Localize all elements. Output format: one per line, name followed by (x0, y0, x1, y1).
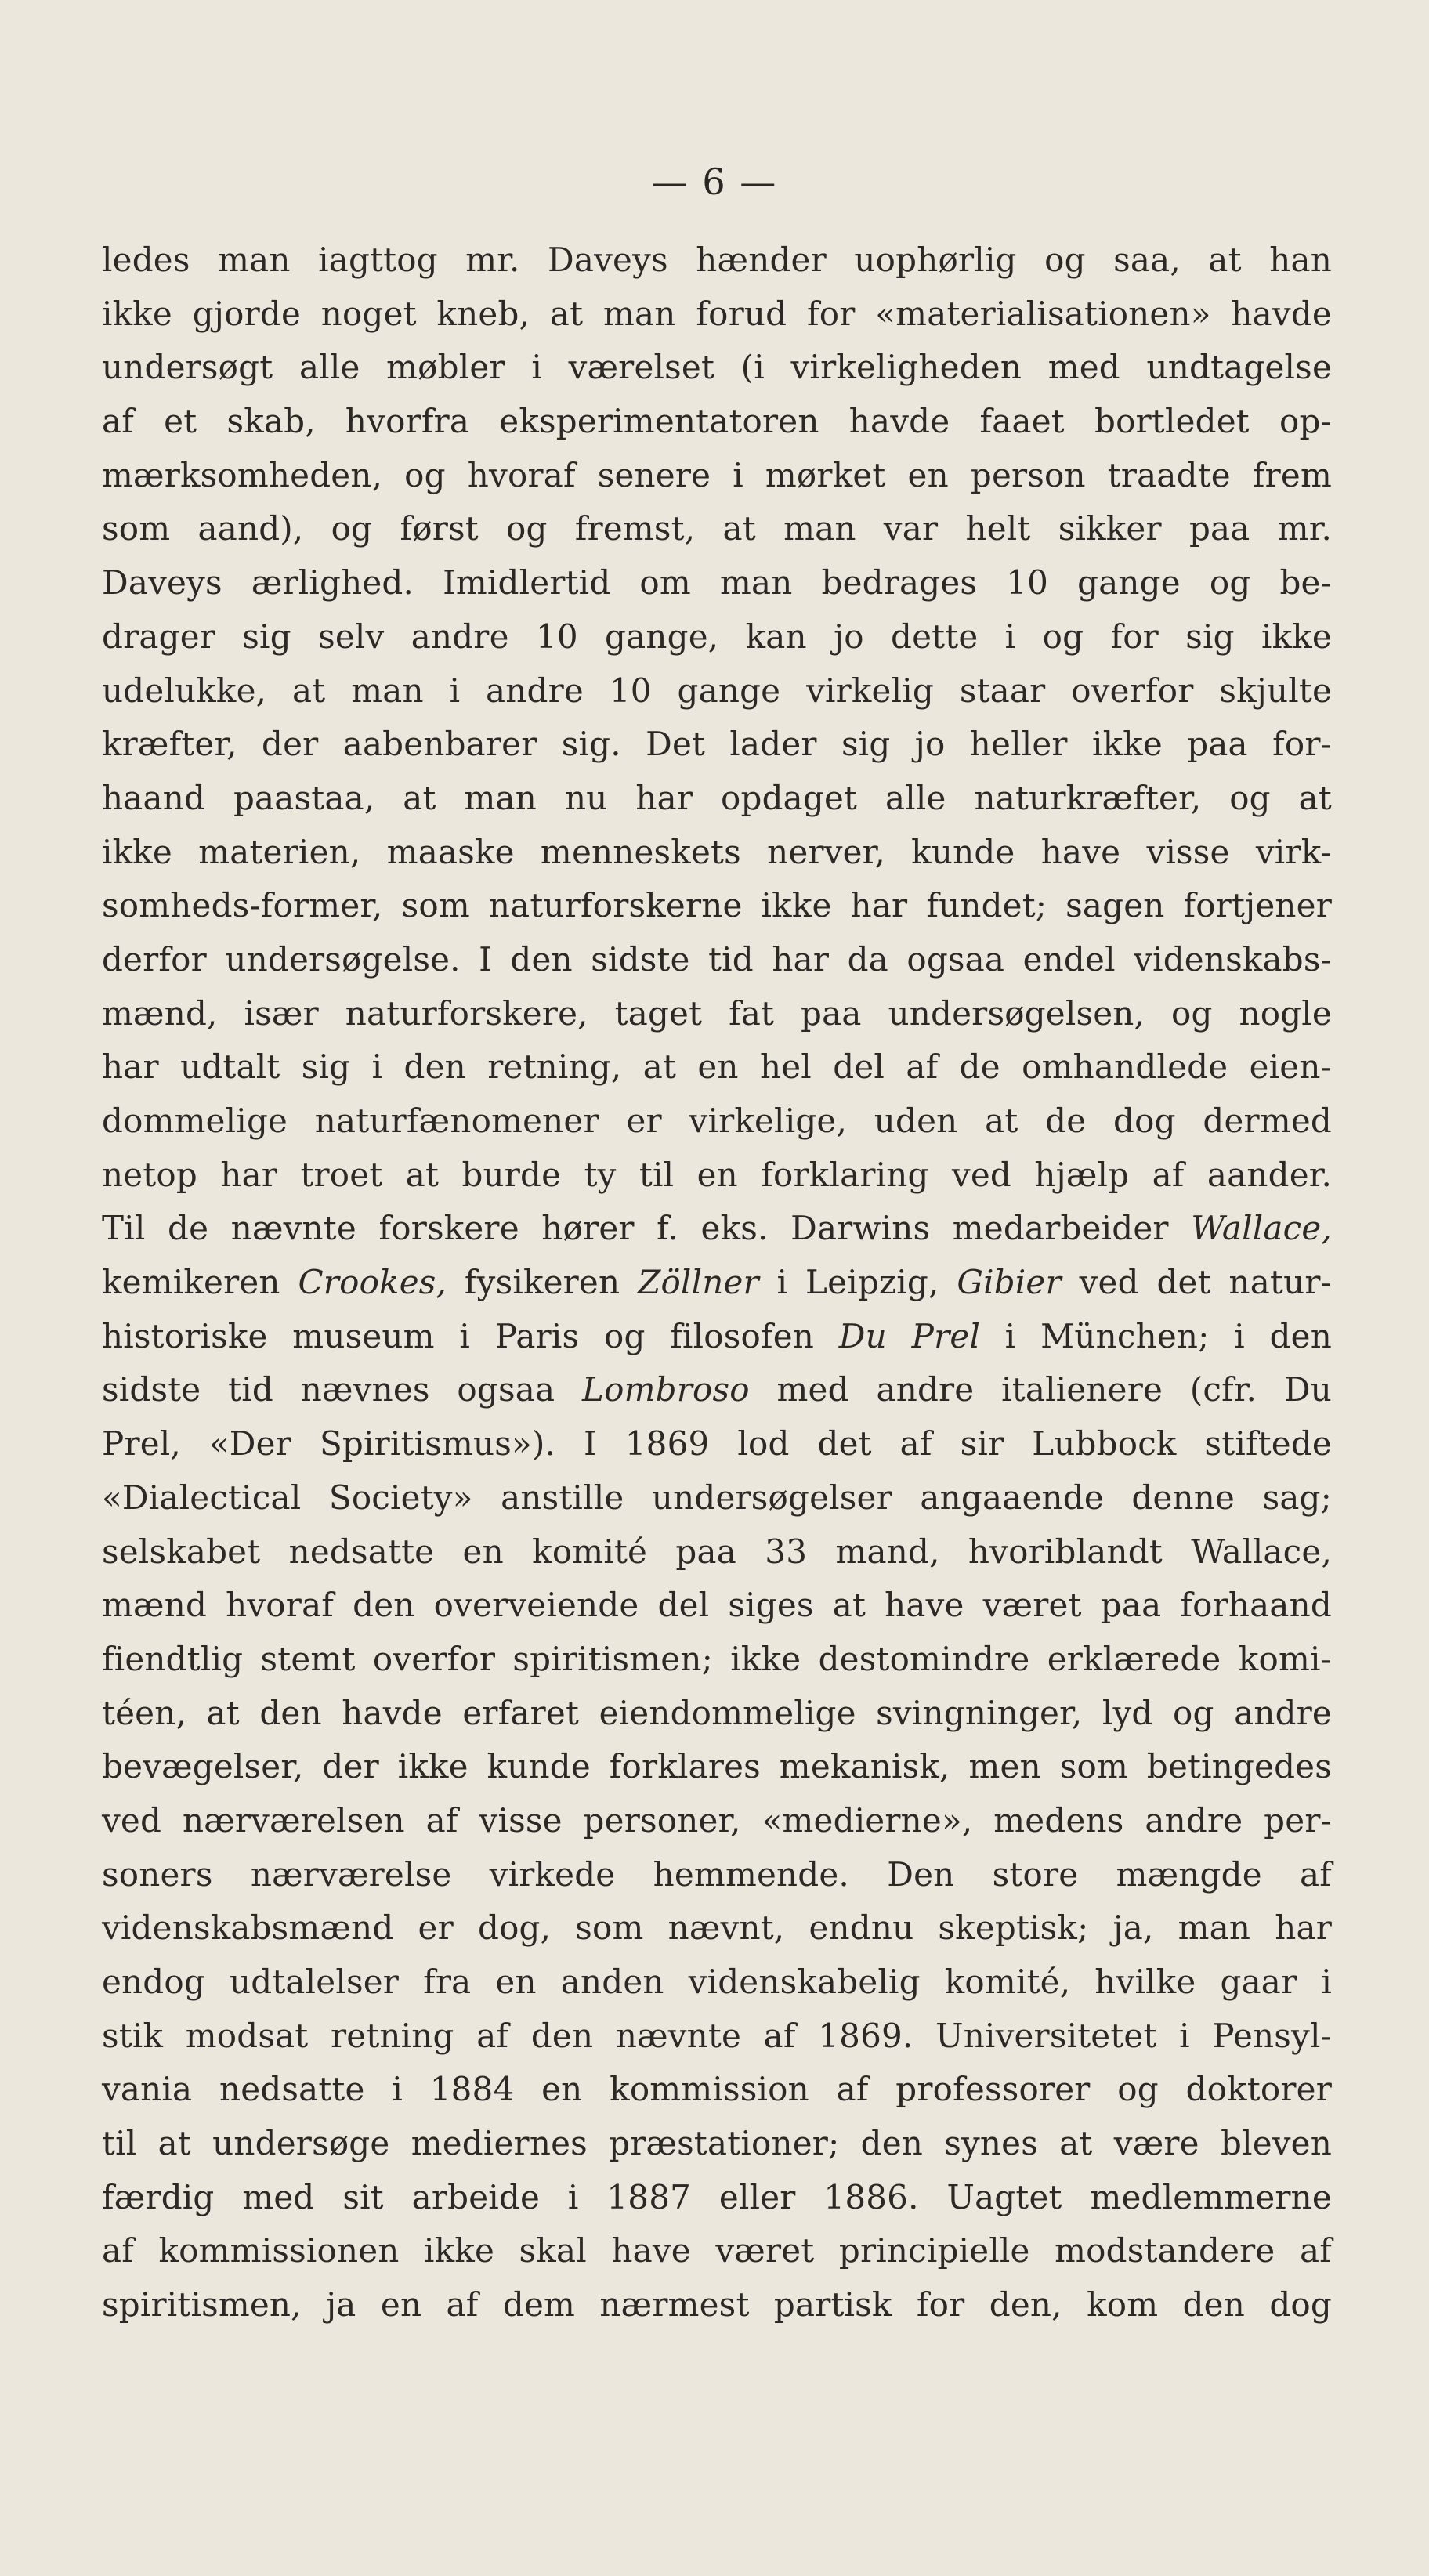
text-line: ledes man iagttog mr. Daveys hænder uophørlig og saa, at han (102, 241, 1332, 279)
italic-name: Gibier (957, 1263, 1062, 1302)
text-line: endog udtalelser fra en anden videnskabelig komité, hvilke gaar i (102, 1963, 1332, 2001)
text-line: Daveys ærlighed. Imidlertid om man bedrages 10 gange og be- (102, 563, 1332, 602)
text-line: færdig med sit arbeide i 1887 eller 1886. Uagtet medlemmerne (102, 2177, 1332, 2216)
text-segment: historiske museum i Paris og filosofen (102, 1316, 839, 1355)
text-segment: fysikeren (447, 1263, 639, 1302)
text-line: bevægelser, der ikke kunde forklares mekanisk, men som betingedes (102, 1747, 1332, 1786)
text-line: netop har troet at burde ty til en forklaring ved hjælp af aander. (102, 1155, 1332, 1194)
text-segment: med andre italienere (cfr. Du (749, 1370, 1333, 1409)
text-line (102, 1202, 1332, 1256)
text-line: videnskabsmænd er dog, som nævnt, endnu skeptisk; ja, man har (102, 1908, 1332, 1948)
text-line: har udtalt sig i den retning, at en hel del af de omhandlede eien- (102, 1047, 1332, 1087)
text-line (102, 1363, 1332, 1417)
text-line: drager sig selv andre 10 gange, kan jo dette i og for sig ikke (102, 617, 1332, 656)
text-segment: i Leipzig, (758, 1263, 957, 1302)
text-line: mænd, især naturforskere, taget fat paa undersøgelsen, og nogle (102, 993, 1332, 1033)
text-line: ikke gjorde noget kneb, at man forud for «materialisationen» havde (102, 294, 1332, 333)
text-line: af et skab, hvorfra eksperimentatoren havde faaet bortledet op- (102, 402, 1332, 441)
text-line: stik modsat retning af den nævnte af 1869. Universitetet i Pensyl- (102, 2016, 1332, 2055)
text-line: ikke materien, maaske menneskets nerver, kunde have visse virk- (102, 832, 1332, 871)
page-number: — 6 — (651, 161, 778, 203)
text-segment: sidste tid nævnes ogsaa (102, 1370, 583, 1409)
italic-name: Crookes, (298, 1263, 447, 1302)
text-line: fiendtlig stemt overfor spiritismen; ikke destomindre erklærede komi- (102, 1639, 1332, 1678)
text-line: af kommissionen ikke skal have været principielle modstandere af (102, 2231, 1332, 2270)
text-line: ved nærværelsen af visse personer, «medierne», medens andre per- (102, 1800, 1332, 1840)
italic-name: Wallace, (1191, 1209, 1332, 1248)
text-line: téen, at den havde erfaret eiendommelige svingninger, lyd og andre (102, 1693, 1332, 1732)
text-line: soners nærværelse virkede hemmende. Den store mængde af (102, 1854, 1332, 1894)
text-segment: Til de nævnte forskere hører f. eks. Darwins medarbeider (102, 1209, 1192, 1248)
text-line: kræfter, der aabenbarer sig. Det lader sig jo heller ikke paa for- (102, 725, 1332, 764)
text-line: mærksomheden, og hvoraf senere i mørket en person traadte frem (102, 455, 1332, 494)
text-line: undersøgt alle møbler i værelset (i virkeligheden med undtagelse (102, 348, 1332, 387)
text-line: vania nedsatte i 1884 en kommission af professorer og doktorer (102, 2070, 1332, 2109)
text-segment: i München; i den (980, 1316, 1332, 1355)
italic-name: Du Prel (838, 1316, 981, 1355)
text-line: som aand), og først og fremst, at man var helt sikker paa mr. (102, 509, 1332, 548)
text-line: spiritismen, ja en af dem nærmest partisk for den, kom den dog (102, 2285, 1332, 2325)
text-line (102, 1310, 1332, 1364)
text-line: selskabet nedsatte en komité paa 33 mand, hvoriblandt Wallace, (102, 1532, 1332, 1571)
text-line: haand paastaa, at man nu har opdaget alle naturkræfter, og at (102, 778, 1332, 817)
italic-name: Lombroso (582, 1370, 750, 1409)
text-line: til at undersøge mediernes præstationer; den synes at være bleven (102, 2124, 1332, 2163)
text-line: dommelige naturfænomener er virkelige, uden at de dog dermed (102, 1102, 1332, 1140)
text-line: derfor undersøgelse. I den sidste tid har da ogsaa endel videnskabs- (102, 939, 1332, 979)
text-line: somheds-former, som naturforskerne ikke har fundet; sagen fortjener (102, 886, 1332, 925)
italic-name: Zöllner (638, 1263, 759, 1302)
text-segment: ved det natur- (1061, 1263, 1332, 1302)
text-line: udelukke, at man i andre 10 gange virkelig staar overfor skjulte (102, 671, 1332, 710)
text-segment: kemikeren (102, 1263, 298, 1302)
text-line (102, 1256, 1332, 1310)
text-line: Prel, «Der Spiritismus»). I 1869 lod det af sir Lubbock stiftede (102, 1424, 1332, 1463)
body-text (102, 233, 1332, 2332)
text-line: mænd hvoraf den overveiende del siges at have været paa forhaand (102, 1586, 1332, 1625)
text-line: «Dialectical Society» anstille undersøgelser angaaende denne sag; (102, 1478, 1332, 1517)
